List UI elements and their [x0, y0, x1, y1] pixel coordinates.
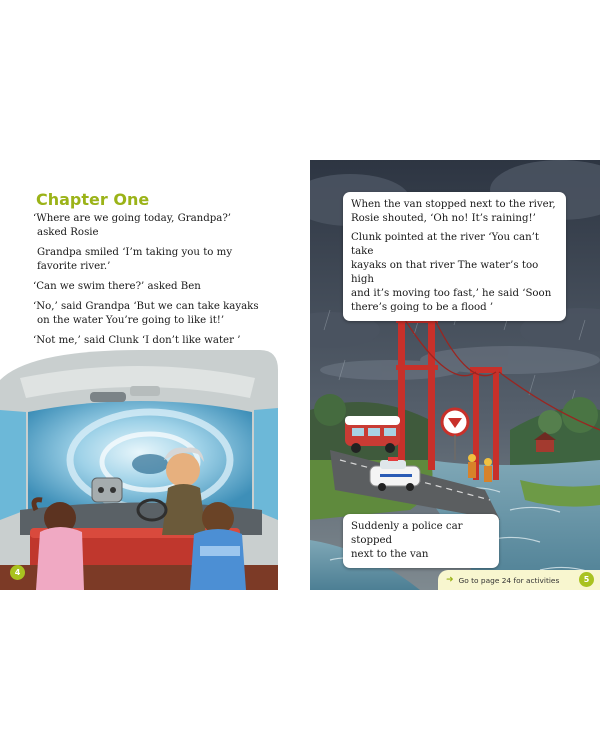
- text-line: next to the van: [351, 549, 429, 560]
- text-line: on the water You’re going to like it!’: [37, 315, 225, 326]
- chapter-title: Chapter One: [36, 190, 150, 209]
- paragraph: [351, 198, 558, 226]
- paragraph: [351, 231, 558, 315]
- page-number-badge: 4: [10, 565, 25, 580]
- text-line: ‘Not me,’ said Clunk ‘I don’t like water ’: [33, 335, 241, 346]
- right-page: [310, 160, 600, 590]
- paragraph: [33, 334, 273, 348]
- text-line: ‘Can we swim there?’ asked Ben: [33, 281, 201, 292]
- text-line: Rosie shouted, ‘Oh no! It’s raining!’: [351, 213, 536, 224]
- arrow-right-icon: ➜: [446, 575, 454, 585]
- text-line: there’s going to be a flood ’: [351, 302, 494, 313]
- paragraph: [33, 212, 273, 240]
- narration-box-bottom: [343, 514, 499, 568]
- text-line: Clunk pointed at the river ‘You can’t take: [351, 232, 539, 257]
- narration-box-top: [343, 192, 566, 321]
- paragraph: [351, 520, 491, 562]
- paragraph: [33, 300, 273, 328]
- text-line: kayaks on that river The water’s too high: [351, 260, 539, 285]
- text-line: When the van stopped next to the river,: [351, 199, 556, 210]
- left-page: [0, 160, 278, 590]
- text-line: asked Rosie: [37, 227, 99, 238]
- text-line: ‘Where are we going today, Grandpa?’: [33, 213, 232, 224]
- text-line: ‘No,’ said Grandpa ‘But we can take kayaks: [33, 301, 259, 312]
- text-line: favorite river.’: [37, 261, 111, 272]
- van-interior-illustration: [0, 350, 278, 590]
- activities-link-label: Go to page 24 for activities: [458, 575, 560, 585]
- text-line: Grandpa smiled ‘I’m taking you to my: [37, 247, 233, 258]
- paragraph: [33, 246, 273, 274]
- paragraph: [33, 280, 273, 294]
- text-line: and it’s moving too fast,’ he said ‘Soon: [351, 288, 552, 299]
- page-number-badge: 5: [579, 572, 594, 587]
- activities-link[interactable]: [438, 570, 600, 590]
- text-line: Suddenly a police car stopped: [351, 521, 463, 546]
- story-text: [33, 212, 273, 354]
